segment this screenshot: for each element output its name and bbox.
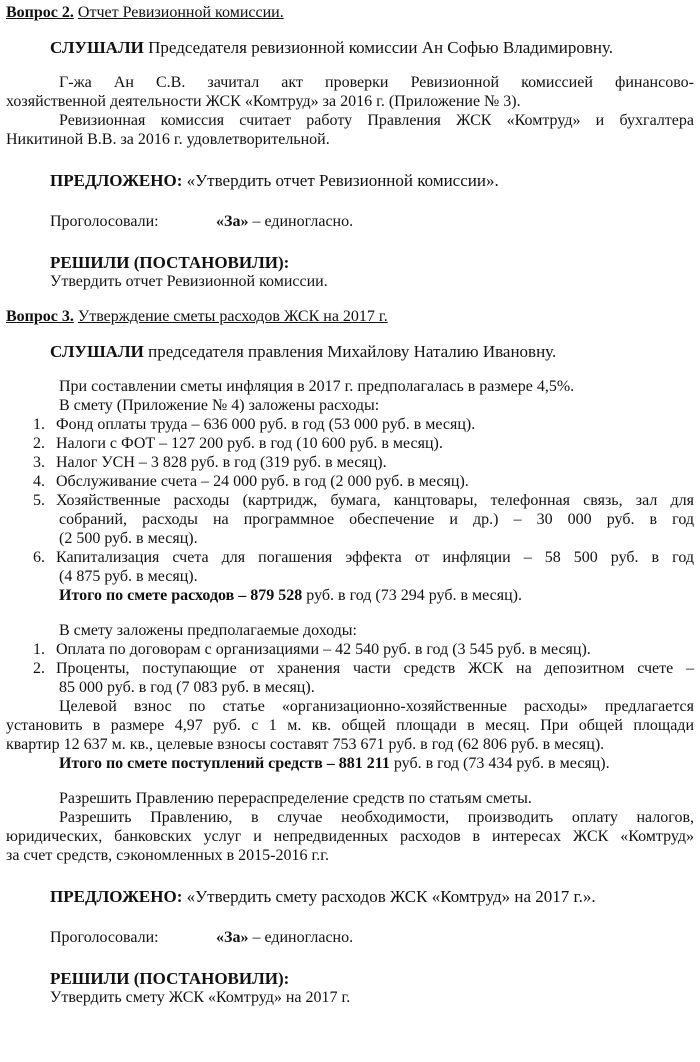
question-3-number: Вопрос 3.: [6, 308, 74, 325]
q2-proposed-label: ПРЕДЛОЖЕНО:: [50, 171, 183, 190]
question-2-title: Отчет Ревизионной комиссии.: [77, 4, 284, 21]
list-item-text-cont: 85 000 руб. в год (7 083 руб. в месяц).: [59, 679, 315, 696]
list-item: [6, 491, 694, 548]
list-item: [6, 659, 694, 697]
q3-allow-2-line-3: за счет средств, сэкономленных в 2015-2016 г.г.: [6, 847, 329, 864]
q2-paragraph-1-line-2: хозяйственной деятельности ЖСК «Комтруд» за 2016 г. (Приложение № 3).: [6, 93, 521, 110]
document-page: [0, 3, 700, 1062]
list-item-number: 2.: [33, 435, 45, 452]
question-3-title: Утверждение сметы расходов ЖСК на 2017 г.: [77, 308, 388, 325]
q3-inflation-text: При составлении сметы инфляция в 2017 г. предполагалась в размере 4,5%.: [59, 378, 575, 395]
q3-proposed-text: «Утвердить смету расходов ЖСК «Комтруд» на 2017 г.».: [182, 887, 596, 906]
q2-paragraph-2-line-1: Ревизионная комиссия считает работу Правления ЖСК «Комтруд» и бухгалтера: [59, 112, 694, 129]
q3-income-total-label: Итого по смете поступлений средств – 881 211: [59, 755, 390, 772]
list-item-number: 3.: [33, 454, 45, 471]
question-2-number: Вопрос 2.: [6, 4, 74, 21]
q3-allow-1: Разрешить Правлению перераспределение средств по статьям сметы.: [59, 790, 532, 807]
list-item: [6, 640, 694, 659]
q3-voted-line: [6, 928, 694, 947]
q3-decided-text: Утвердить смету ЖСК «Комтруд» на 2017 г.: [50, 989, 351, 1006]
q3-voted-label: Проголосовали:: [50, 929, 159, 946]
list-item-text: Оплата по договорам с организациями – 42 540 руб. в год (3 545 руб. в месяц).: [56, 641, 591, 658]
q3-listen-line: [6, 342, 694, 361]
q2-paragraph-1-line-1: Г-жа Ан С.В. зачитал акт проверки Ревизионной комиссией финансово-: [59, 74, 694, 91]
q3-expenses-list: [6, 415, 694, 586]
q3-expenses-intro: В смету (Приложение № 4) заложены расходы:: [59, 397, 380, 414]
q3-listen-text: председателя правления Михайлову Наталию Ивановну.: [148, 342, 557, 361]
list-item-number: 5.: [33, 492, 45, 509]
list-item-text: Налоги с ФОТ – 127 200 руб. в год (10 600 руб. в месяц).: [56, 435, 443, 452]
q2-proposed-text: «Утвердить отчет Ревизионной комиссии».: [182, 171, 499, 190]
list-item: [6, 453, 694, 472]
list-item-text: Налог УСН – 3 828 руб. в год (319 руб. в месяц).: [56, 454, 387, 471]
q3-target-line-1: Целевой взнос по статье «организационно-хозяйственные расходы» предлагается: [59, 698, 694, 715]
list-item-text: Капитализация счета для погашения эффекта от инфляции – 58 500 руб. в год: [56, 549, 694, 566]
q2-voted-result: – единогласно.: [248, 213, 354, 230]
q3-proposed-label: ПРЕДЛОЖЕНО:: [50, 887, 183, 906]
list-item: [6, 434, 694, 453]
list-item-text-cont: собраний, расходы на программное обеспечение и др.) – 30 000 руб. в год: [59, 511, 694, 528]
q3-income-intro: В смету заложены предполагаемые доходы:: [59, 622, 357, 639]
list-item-text-cont: (4 875 руб. в месяц).: [59, 568, 198, 585]
q2-listen-label: СЛУШАЛИ: [50, 38, 144, 57]
q3-proposed-line: [6, 887, 694, 906]
list-item: [6, 472, 694, 491]
q3-income-list: [6, 640, 694, 697]
q3-allow-2-line-2: юридических, банковских услуг и непредвиденных расходов в интересах ЖСК «Комтруд»: [6, 828, 694, 845]
list-item-number: 2.: [33, 660, 45, 677]
list-item: [6, 415, 694, 434]
q2-paragraph-2-line-2: Никитиной В.В. за 2016 г. удовлетворительной.: [6, 131, 330, 148]
q3-listen-label: СЛУШАЛИ: [50, 342, 144, 361]
q3-decided-label: РЕШИЛИ (ПОСТАНОВИЛИ):: [50, 969, 290, 988]
q3-expenses-total-text: руб. в год (73 294 руб. в месяц).: [302, 587, 522, 604]
q3-income-total-text: руб. в год (73 434 руб. в месяц).: [389, 755, 610, 772]
q3-expenses-total: [6, 586, 694, 605]
q3-target-line-3: квартир 12 637 м. кв., целевые взносы составят 753 671 руб. в год (62 806 руб. в месяц).: [6, 736, 605, 753]
q2-decided-label: РЕШИЛИ (ПОСТАНОВИЛИ):: [50, 253, 290, 272]
list-item-number: 6.: [33, 549, 45, 566]
q3-income-total: [6, 754, 694, 773]
q3-allow-2-line-1: Разрешить Правлению, в случае необходимости, производить оплату налогов,: [59, 809, 694, 826]
list-item-number: 1.: [33, 641, 45, 658]
q3-target-line-2: установить в размере 4,97 руб. с 1 м. кв. общей площади в месяц. При общей площади: [6, 717, 694, 734]
list-item-text: Проценты, поступающие от хранения части средств ЖСК на депозитном счете –: [56, 660, 694, 677]
list-item-number: 1.: [33, 416, 45, 433]
list-item-text: Хозяйственные расходы (картридж, бумага, канцтовары, телефонная связь, зал для: [56, 492, 694, 509]
q3-voted-for: «За»: [216, 929, 249, 946]
question-3-heading: [6, 307, 694, 326]
list-item-text-cont: (2 500 руб. в месяц).: [59, 530, 198, 547]
q2-listen-text: Председателя ревизионной комиссии Ан Софью Владимировну.: [148, 38, 614, 57]
question-2-heading: [6, 3, 694, 22]
q2-voted-label: Проголосовали:: [50, 213, 159, 230]
list-item-text: Обслуживание счета – 24 000 руб. в год (2 000 руб. в месяц).: [56, 473, 469, 490]
q2-decided-text: Утвердить отчет Ревизионной комиссии.: [50, 273, 328, 290]
q2-listen-line: [6, 38, 694, 57]
list-item-text: Фонд оплаты труда – 636 000 руб. в год (53 000 руб. в месяц).: [56, 416, 476, 433]
q2-proposed-line: [6, 171, 694, 190]
q2-voted-for: «За»: [216, 213, 249, 230]
q3-expenses-total-label: Итого по смете расходов – 879 528: [59, 587, 303, 604]
q3-voted-result: – единогласно.: [248, 929, 354, 946]
list-item: [6, 548, 694, 586]
list-item-number: 4.: [33, 473, 45, 490]
q2-voted-line: [6, 212, 694, 231]
